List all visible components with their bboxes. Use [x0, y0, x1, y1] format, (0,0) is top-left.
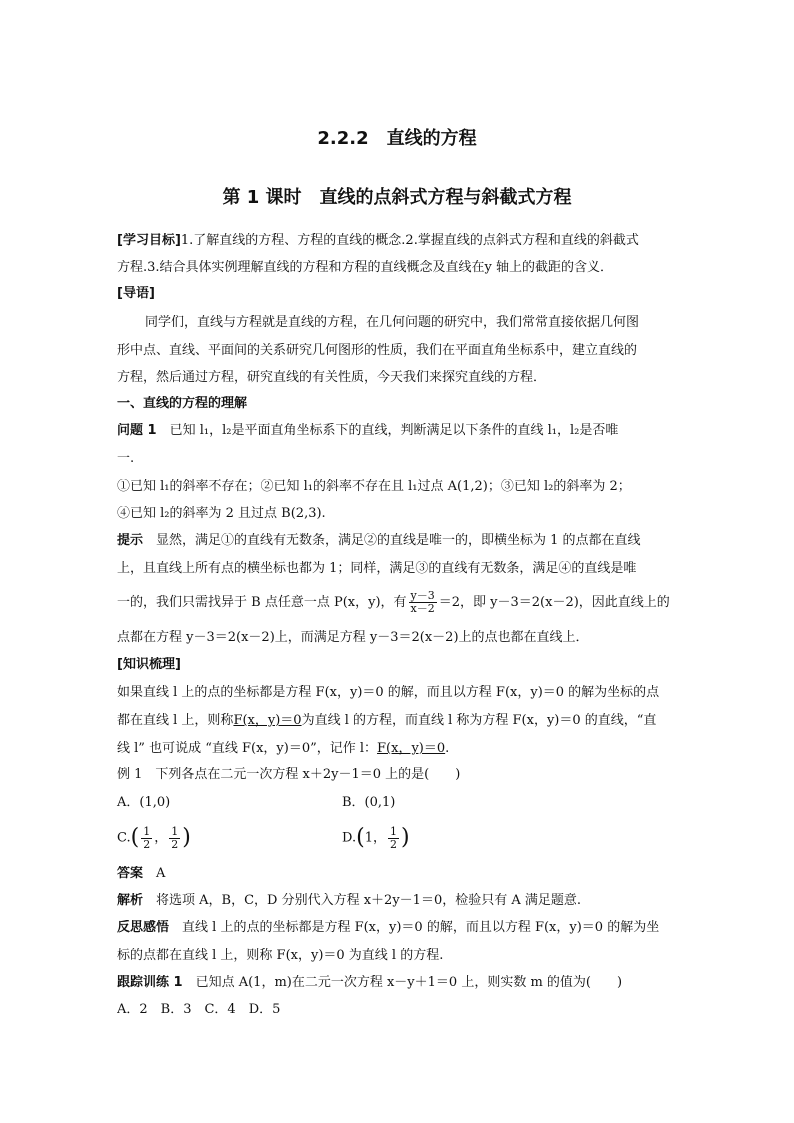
option-c-left-paren: ( — [130, 825, 140, 850]
option-d-num: 1 — [389, 824, 397, 838]
analysis-label: 解析 — [117, 893, 144, 908]
option-c-prefix: C. — [117, 830, 131, 846]
hint-fraction-numerator: y－3 — [410, 589, 435, 602]
option-c-den-2: 2 — [171, 837, 179, 851]
hint-fraction — [409, 590, 437, 615]
reflection-label: 反思感悟 — [117, 920, 170, 935]
option-d-prefix: D. — [342, 830, 357, 846]
practice1-question — [117, 975, 677, 991]
section-title: 2.2.2 直线的方程 — [317, 128, 477, 149]
knowledge-label: [知识梳理] — [117, 657, 181, 672]
intro-label: [导语] — [117, 286, 155, 301]
practice1-label: 跟踪训练 1 — [117, 975, 183, 990]
knowledge-underlined-equation-2: F(x，y)＝0 — [377, 741, 446, 756]
hint-line-2: 上，且直线上所有点的横坐标也都为 1；同样，满足③的直线有无数条，满足④的直线是唯 — [117, 561, 637, 576]
answer-label: 答案 — [117, 866, 144, 881]
objectives-label: [学习目标] — [117, 233, 181, 248]
hint-fraction-denominator: x－2 — [410, 602, 435, 615]
option-c-num-1: 1 — [143, 824, 151, 838]
intro-line-1: 同学们，直线与方程就是直线的方程，在几何问题的研究中，我们常常直接依据几何图 — [145, 315, 640, 330]
knowledge-text-2a: 都在直线 l 上，则称 — [117, 713, 234, 728]
intro-line-3: 方程，然后通过方程，研究直线的有关性质，今天我们来探究直线的方程． — [117, 370, 547, 385]
example1-option-c — [117, 820, 191, 857]
option-d-den: 2 — [389, 837, 397, 851]
option-c-den-1: 2 — [143, 837, 151, 851]
conditions-line-1: ①已知 l₁的斜率不存在；②已知 l₁的斜率不存在且 l₁过点 A(1,2)；③已知 l₂的斜率为 2； — [117, 479, 631, 494]
knowledge-text-2b: 为直线 l 的方程，而直线 l 称为方程 F(x，y)＝0 的直线，“直 — [301, 713, 657, 728]
hint-text-3b: ＝2，即 y－3＝2(x－2)，因此直线上的 — [438, 595, 670, 610]
hint-text-3a: 一的，我们只需找异于 B 点任意一点 P(x，y)，有 — [117, 595, 407, 610]
objectives-line-2: 方程.3.结合具体实例理解直线的方程和方程的直线概念及直线在y 轴上的截距的含义． — [117, 260, 614, 275]
reflection-text-1: 直线 l 上的点的坐标都是方程 F(x，y)＝0 的解，而且以方程 F(x，y)＝0 的解为坐 — [169, 920, 660, 935]
option-d-first: 1， — [364, 830, 386, 846]
intro-line-2: 形中点、直线、平面间的关系研究几何图形的性质，我们在平面直角坐标系中，建立直线的 — [117, 343, 638, 358]
example1-option-b: B．(0,1) — [342, 795, 396, 810]
section1-title: 一、直线的方程的理解 — [117, 396, 248, 411]
question1-line-1 — [117, 423, 677, 439]
knowledge-line-2 — [117, 713, 677, 729]
hint-line-1 — [117, 533, 677, 549]
hint-text-1: 显然，满足①的直线有无数条，满足②的直线是唯一的，即横坐标为 1 的点都在直线 — [143, 533, 641, 548]
option-c-separator: ， — [154, 830, 168, 846]
practice1-text: 已知点 A(1，m)在二元一次方程 x－y＋1＝0 上，则实数 m 的值为( ) — [182, 975, 623, 990]
hint-label: 提示 — [117, 533, 144, 548]
option-d-left-paren: ( — [356, 825, 365, 850]
knowledge-text-3a: 线 l” 也可说成 “直线 F(x，y)＝0”，记作 l： — [117, 741, 378, 756]
option-c-fraction-2 — [169, 826, 180, 851]
option-d-right-paren: ) — [400, 825, 410, 850]
example1-question: 例 1 下列各点在二元一次方程 x＋2y－1＝0 上的是( ) — [117, 767, 461, 782]
question1-text-1: 已知 l₁，l₂是平面直角坐标系下的直线，判断满足以下条件的直线 l₁，l₂是否唯 — [156, 423, 619, 438]
reflection-line-1 — [117, 920, 677, 936]
question1-line-2: 一. — [117, 451, 135, 466]
option-c-num-2: 1 — [171, 824, 179, 838]
answer-value: A — [143, 866, 166, 881]
example1-answer — [117, 866, 677, 882]
hint-line-4: 点都在方程 y－3＝2(x－2)上，而满足方程 y－3＝2(x－2)上的点也都在直线上． — [117, 630, 589, 645]
knowledge-line-1: 如果直线 l 上的点的坐标都是方程 F(x，y)＝0 的解，而且以方程 F(x，y)＝0 的解为坐标的点 — [117, 685, 660, 700]
analysis-text: 将选项 A，B，C，D 分别代入方程 x＋2y－1＝0，检验只有 A 满足题意. — [143, 893, 581, 908]
lesson-title: 第 1 课时 直线的点斜式方程与斜截式方程 — [222, 187, 572, 208]
option-d-fraction — [388, 826, 399, 851]
objectives-text-1: 1.了解直线的方程、方程的直线的概念.2.掌握直线的点斜式方程和直线的斜截式 — [180, 233, 639, 248]
example1-analysis — [117, 893, 677, 909]
reflection-line-2: 标的点都在直线 l 上，则称 F(x，y)＝0 为直线 l 的方程. — [117, 948, 444, 963]
example1-option-d — [342, 820, 410, 857]
option-c-right-paren: ) — [182, 825, 191, 850]
knowledge-line-3 — [117, 741, 677, 757]
option-c-fraction-1 — [141, 826, 152, 851]
knowledge-underlined-equation-1: F(x，y)＝0 — [233, 713, 302, 728]
hint-line-3 — [117, 588, 677, 622]
objectives-line-1 — [117, 233, 677, 249]
example1-option-a: A．(1,0) — [117, 795, 171, 810]
practice1-options: A．2 B．3 C．4 D．5 — [117, 1002, 281, 1017]
question1-label: 问题 1 — [117, 423, 157, 438]
conditions-line-2: ④已知 l₂的斜率为 2 且过点 B(2,3). — [117, 506, 326, 521]
knowledge-text-3b: . — [445, 741, 450, 756]
